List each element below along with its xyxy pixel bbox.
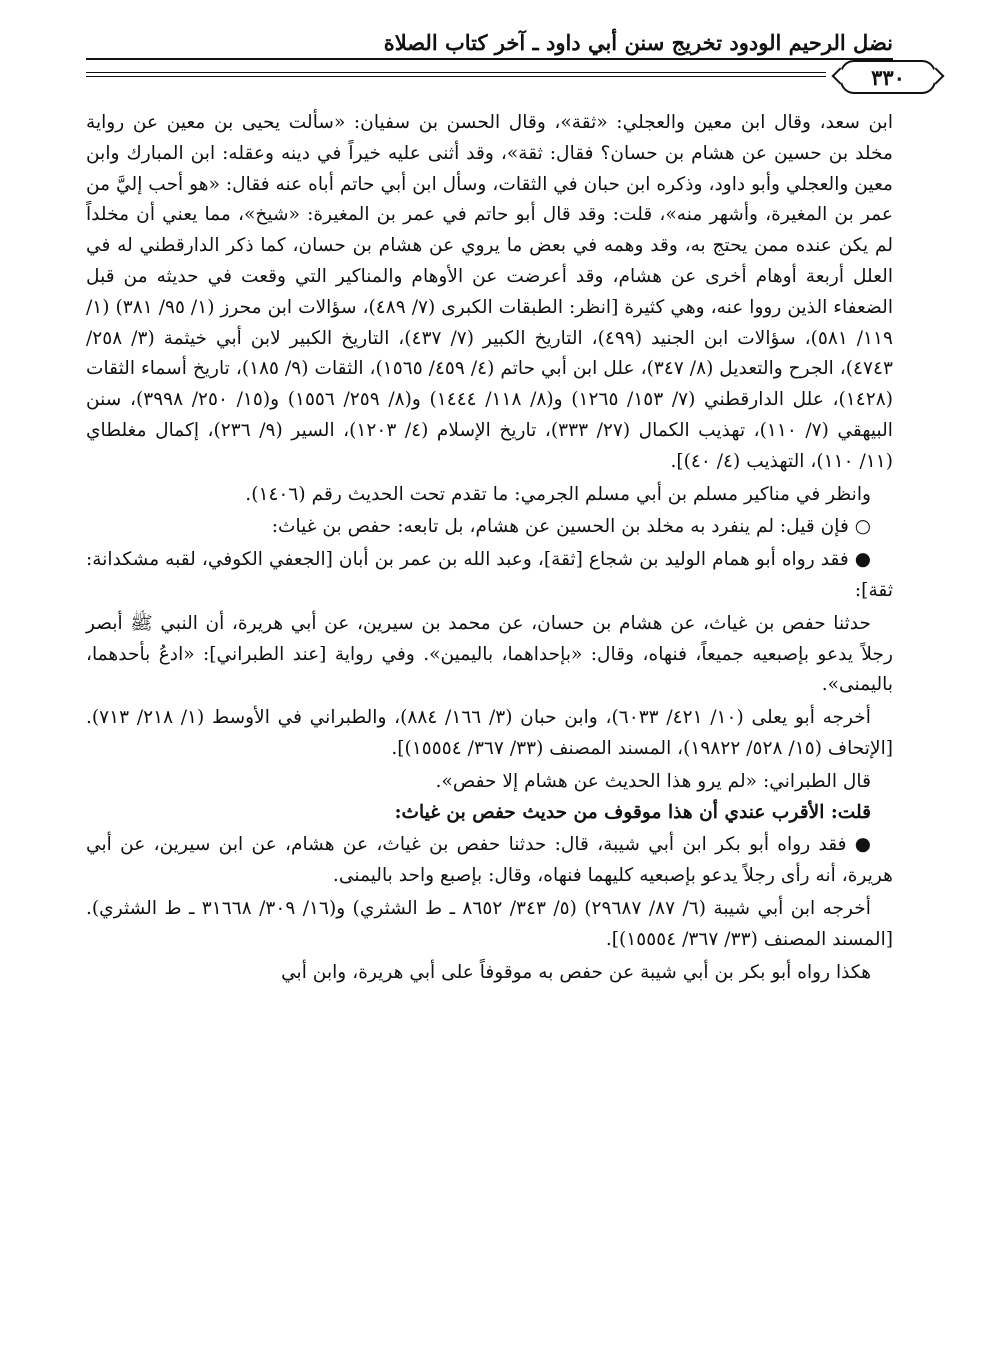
paragraph-conclusion: هكذا رواه أبو بكر بن أبي شيبة عن حفص به موقوفاً على أبي هريرة، وابن أبي (281, 961, 871, 983)
paragraph-takhrij-2: أخرجه ابن أبي شيبة (٦/ ٨٧/ ٢٩٦٨٧) (٥/ ٣٤٣/ ٨٦٥٢ ـ ط الشثري) و(١٦/ ٣٠٩/ ٣١٦٦٨ ـ ط الشثري). [المسند المصنف (٣٣/ ٣٦٧/ ١٥٥٥٤)]. (86, 897, 893, 950)
running-title: نضل الرحيم الودود تخريج سنن أبي داود ـ آخر كتاب الصلاة (383, 30, 893, 55)
paragraph-follow-up-chain: ● فقد رواه أبو همام الوليد بن شجاع [ثقة]، وعبد الله بن عمر بن أبان [الجعفي الكوفي، لقبه مشكدانة: ثقة]: (86, 549, 893, 601)
paragraph-takhrij: أخرجه أبو يعلى (١٠/ ٤٢١/ ٦٠٣٣)، وابن حبان (٣/ ١٦٦/ ٨٨٤)، والطبراني في الأوسط (١/ ٢١٨/ ٧١٣). [الإتحاف (١٥/ ٥٢٨/ ١٩٨٢٢)، المسند المصنف (٣٣/ ٣٦٧/ ١٥٥٥٤)]. (86, 707, 893, 759)
header-rule (86, 58, 893, 60)
header-rule-left-double (86, 76, 826, 77)
paragraph-hadith-text: حدثنا حفص بن غياث، عن هشام بن حسان، عن محمد بن سيرين، عن أبي هريرة، أن النبي ﷺ أبصر رجلاً يدعو بإصبعيه جميعاً، فنهاه، وقال: «بإحداهما، باليمين». وفي رواية [عند الطبراني]: «ادعُ بأحدهما، باليمنى». (86, 612, 893, 696)
paragraph-objection: ○ فإن قيل: لم ينفرد به مخلد بن الحسين عن هشام، بل تابعه: حفص بن غياث: (271, 516, 871, 538)
page-header (86, 24, 905, 110)
paragraph-narrator-assessment: ابن سعد، وقال ابن معين والعجلي: «ثقة»، وقال الحسن بن سفيان: «سألت يحيى بن معين عن رواية مخلد بن حسين عن هشام بن حسان؟ فقال: ثقة»، وقد أثنى عليه خيراً في دينه وعقله: ابن المبارك وابن معين والعجلي وأبو داود، وذكره ابن حبان في الثقات، وسأل ابن أبي حاتم أباه عنه فقال: «هو أحب إليَّ من عمر بن المغيرة، وأشهر منه»، قلت: وقد قال أبو حاتم في عمر بن المغيرة: «شيخ»، مما يعني أن مخلداً لم يكن عنده ممن يحتج به، وقد وهمه في بعض ما يروي عن هشام بن حسان، كما ذكر الدارقطني له في العلل أربعة أوهام أخرى عن هشام، وقد أعرضت عن الأوهام والمناكير التي وقعت في حديثه من قبل الضعفاء الذين رووا عنه، وهي كثيرة [انظر: الطبقات الكبرى (٧/ ٤٨٩)، سؤالات ابن محرز (١/ ٩٥/ ٣٨١) (١/ ١١٩/ ٥٨١)، سؤالات ابن الجنيد (٤٩٩)، التاريخ الكبير (٧/ ٤٣٧)، التاريخ الكبير لابن أبي خيثمة (٣/ ٢٥٨/ ٤٧٤٣)، الجرح والتعديل (٨/ ٣٤٧)، علل ابن أبي حاتم (٤/ ٤٥٩/ ١٥٦٥)، الثقات (٩/ ١٨٥)، تاريخ أسماء الثقات (١٤٢٨)، علل الدارقطني (٧/ ١٥٣/ ١٢٦٥) و(٨/ ١١٨/ ١٤٤٤) و(٨/ ٢٥٩/ ١٥٥٦) و(١٥/ ٢٥٠/ ٣٩٩٨)، سنن البيهقي (٧/ ١١٠)، تهذيب الكمال (٢٧/ ٣٣٣)، تاريخ الإسلام (٤/ ١٢٠٣)، السير (٩/ ٢٣٦)، إكمال مغلطاي (١١/ ١١٠)، التهذيب (٤/ ٤٠)]. (86, 112, 893, 472)
paragraph-tabarani-quote: قال الطبراني: «لم يرو هذا الحديث عن هشام إلا حفص». (435, 770, 871, 792)
paragraph-author-opinion: قلت: الأقرب عندي أن هذا موقوف من حديث حفص بن غياث: (394, 801, 871, 823)
header-rule-left (86, 72, 826, 73)
paragraph-ibn-abi-shayba: ● فقد رواه أبو بكر ابن أبي شيبة، قال: حدثنا حفص بن غياث، عن هشام، عن ابن سيرين، عن أبي هريرة، أنه رأى رجلاً يدعو بإصبعيه كليهما فنهاه، وقال: بإصبع واحد باليمنى. (86, 834, 893, 887)
page-number: ٣٣٠ (840, 60, 936, 94)
paragraph-see-also: وانظر في مناكير مسلم بن أبي مسلم الجرمي: ما تقدم تحت الحديث رقم (١٤٠٦). (245, 483, 871, 505)
page-body (86, 108, 893, 988)
